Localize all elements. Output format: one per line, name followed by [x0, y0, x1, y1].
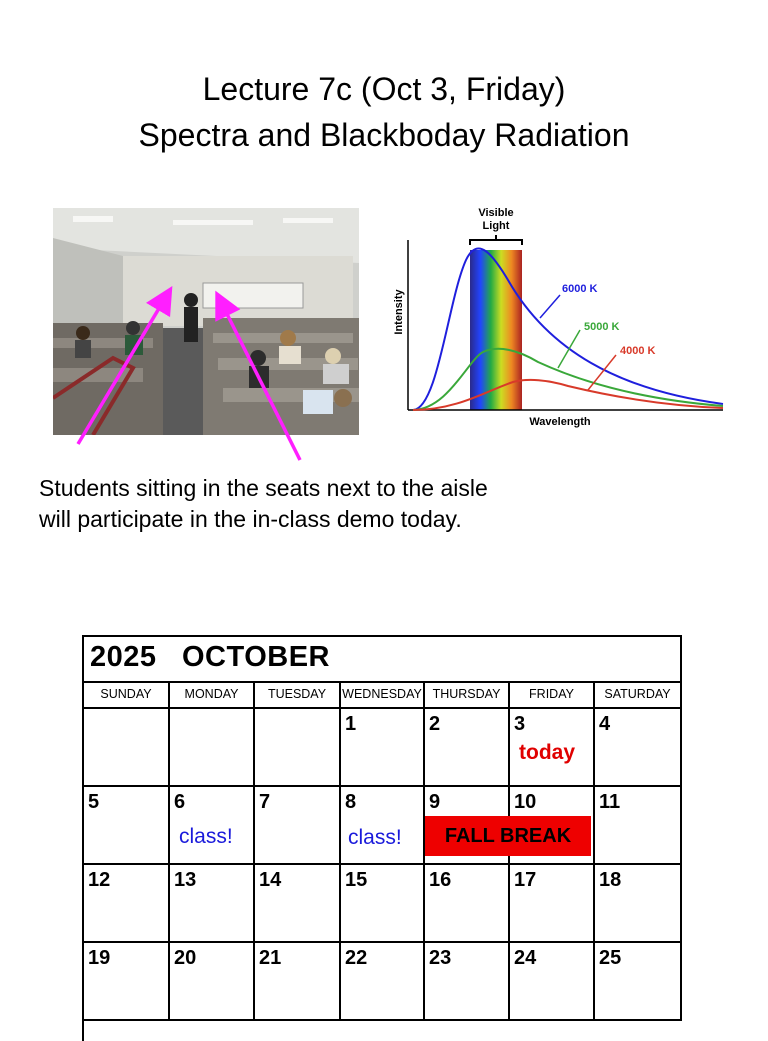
calendar-day-cell: [84, 943, 170, 1021]
day-number: 19: [88, 947, 111, 969]
classroom-photo: [53, 208, 359, 435]
calendar-day-cell: [255, 865, 341, 943]
curve-5000k: [413, 349, 723, 410]
calendar-day-cell: [84, 865, 170, 943]
calendar-day-cell: [84, 709, 170, 787]
day-number: 14: [259, 869, 282, 891]
day-number: 6: [174, 791, 186, 813]
calendar-day-cell: [255, 943, 341, 1021]
weekday-wednesday: WEDNESDAY: [341, 681, 425, 709]
day-number: 16: [429, 869, 452, 891]
calendar-day-cell: [84, 787, 170, 865]
day-number: 23: [429, 947, 452, 969]
weekday-sunday: SUNDAY: [84, 681, 170, 709]
calendar-day-cell: [595, 787, 682, 865]
slide-title-line2: Spectra and Blackboday Radiation: [138, 117, 630, 153]
calendar: [82, 635, 682, 1035]
calendar-month: OCTOBER: [182, 641, 330, 673]
day-number: 13: [174, 869, 197, 891]
calendar-day-cell: [170, 709, 255, 787]
calendar-day-cell: [341, 943, 425, 1021]
calendar-day-cell: [510, 943, 595, 1021]
weekday-friday: FRIDAY: [510, 681, 595, 709]
caption: [39, 473, 488, 535]
calendar-day-cell: [170, 943, 255, 1021]
calendar-day-cell: [425, 865, 510, 943]
calendar-day-cell: [341, 865, 425, 943]
caption-line2: will participate in the in-class demo today.: [39, 506, 462, 532]
day-number: 24: [514, 947, 537, 969]
day-number: 2: [429, 713, 441, 735]
day-number: 15: [345, 869, 368, 891]
calendar-day-cell: [255, 787, 341, 865]
fall-break-banner: FALL BREAK: [425, 816, 591, 856]
weekday-saturday: SATURDAY: [595, 681, 682, 709]
label-6000k: 6000 K: [562, 283, 598, 295]
day-number: 5: [88, 791, 100, 813]
calendar-header: [82, 635, 682, 683]
day-number: 12: [88, 869, 111, 891]
day-number: 8: [345, 791, 357, 813]
calendar-day-cell: [510, 865, 595, 943]
day-number: 10: [514, 791, 537, 813]
calendar-day-cell: [595, 943, 682, 1021]
day-number: 18: [599, 869, 622, 891]
visible-label-2: Light: [482, 220, 510, 232]
day-number: 25: [599, 947, 622, 969]
day-number: 17: [514, 869, 537, 891]
weekday-thursday: THURSDAY: [425, 681, 510, 709]
x-axis-label: Wavelength: [529, 416, 591, 428]
calendar-day-cell: [425, 709, 510, 787]
y-axis-label: Intensity: [393, 289, 405, 335]
calendar-day-cell: [170, 865, 255, 943]
note-class-monday: class!: [179, 825, 233, 848]
calendar-year: 2025: [90, 641, 157, 673]
note-today: today: [519, 741, 576, 764]
calendar-day-cell: [255, 709, 341, 787]
note-class-wednesday: class!: [348, 826, 402, 849]
day-number: 20: [174, 947, 197, 969]
weekday-monday: MONDAY: [170, 681, 255, 709]
day-number: 22: [345, 947, 368, 969]
day-number: 1: [345, 713, 357, 735]
calendar-day-cell: [425, 943, 510, 1021]
day-number: 11: [599, 791, 621, 813]
day-number: 7: [259, 791, 271, 813]
calendar-day-cell: [341, 709, 425, 787]
blackbody-diagram: [388, 200, 728, 435]
weekday-tuesday: TUESDAY: [255, 681, 341, 709]
caption-line1: Students sitting in the seats next to the aisle: [39, 475, 488, 501]
calendar-day-cell: [595, 865, 682, 943]
label-4000k: 4000 K: [620, 345, 656, 357]
day-number: 4: [599, 713, 611, 735]
slide-title-line1: Lecture 7c (Oct 3, Friday): [202, 71, 566, 107]
day-number: 21: [259, 947, 282, 969]
visible-label-1: Visible: [478, 207, 514, 219]
label-5000k: 5000 K: [584, 321, 620, 333]
day-number: 3: [514, 713, 526, 735]
day-number: 9: [429, 791, 441, 813]
calendar-day-cell: [595, 709, 682, 787]
